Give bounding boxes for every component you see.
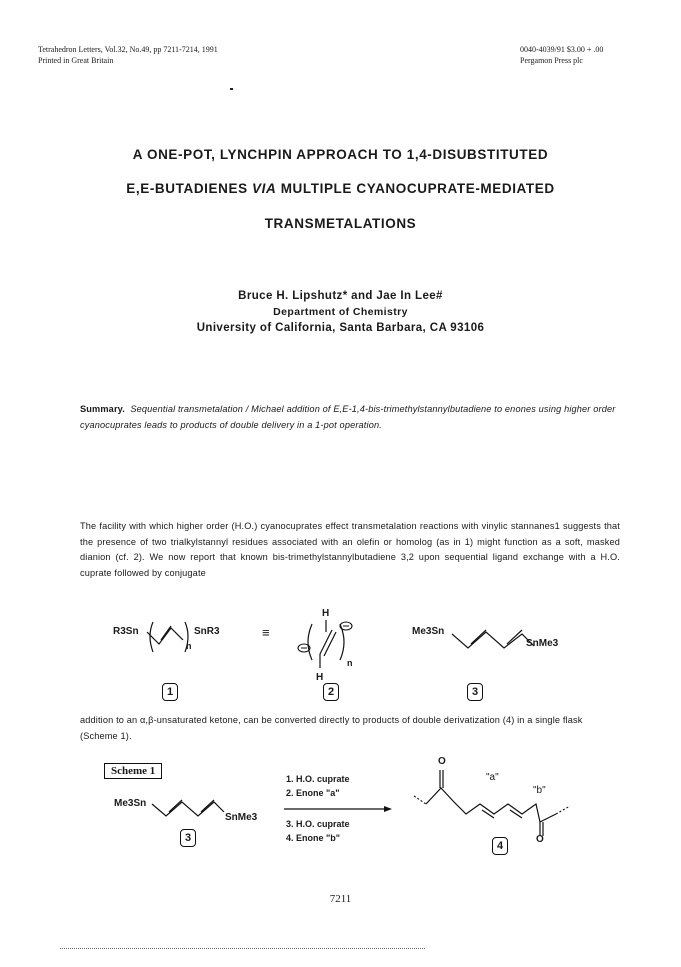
product-structure [400, 766, 580, 848]
publisher-line: Pergamon Press plc [520, 56, 583, 65]
s3-right-label: SnMe3 [526, 638, 559, 649]
scheme-step-1: 1. H.O. cuprate [286, 774, 350, 784]
journal-citation [38, 44, 218, 66]
scheme-step-2: 2. Enone "a" [286, 788, 340, 798]
compound-label-1: 1 [162, 683, 178, 701]
title-line-2 [0, 181, 681, 196]
s1-n: n [186, 641, 192, 651]
body-paragraph-2 [80, 713, 620, 744]
paragraph-1-text: The facility with which higher order (H.O.) cyanocuprates effect transmetalation reactions with vinylic stannanes1 suggests that the presence of two trialkylstannyl residues associated with an olefin or homolog (as in 1) might function as a soft, masked dianion (cf. 2). We now report that known bis-trimethylstannylbutadiene 3,2 upon sequential ligand exchange with a H.O. cuprate followed by conjugate [80, 521, 620, 578]
product-label: 4 [492, 837, 508, 855]
scheme-reactant-structure [150, 790, 230, 824]
scheme-step-3: 3. H.O. cuprate [286, 819, 350, 829]
s1-bond-structure [145, 618, 205, 658]
s1-left-label: R3Sn [113, 626, 139, 637]
summary-text: Sequential transmetalation / Michael addition of E,E-1,4-bis-trimethylstannylbutadiene to enones using higher order cyanocuprates leads to products of double delivery in a 1-pot operation. [80, 404, 616, 430]
s2-dianion-structure [292, 618, 372, 674]
title-line-2-prefix: E,E-BUTADIENES [126, 181, 253, 196]
s2-n: n [347, 658, 353, 668]
s1-right-label: SnR3 [194, 626, 220, 637]
s2-h-top: H [322, 608, 330, 619]
scheme-reactant-right: SnMe3 [225, 812, 258, 823]
journal-line: Tetrahedron Letters, Vol.32, No.49, pp 7211-7214, 1991 [38, 45, 218, 54]
title-line-2-suffix: MULTIPLE CYANOCUPRATE-MEDIATED [276, 181, 555, 196]
scheme-reactant-label: 3 [180, 829, 196, 847]
page-number: 7211 [329, 893, 352, 905]
s3-left-label: Me3Sn [412, 626, 445, 637]
title-line-1: A ONE-POT, LYNCHPIN APPROACH TO 1,4-DISUBSTITUTED [132, 147, 549, 162]
title-line-3: TRANSMETALATIONS [264, 216, 417, 231]
product-o-top: O [438, 756, 446, 767]
body-paragraph-1 [80, 519, 620, 581]
product-o-bottom: O [536, 834, 544, 845]
scheme-reactant-left: Me3Sn [114, 798, 147, 809]
paragraph-2-text: addition to an α,β-unsaturated ketone, can be converted directly to products of double derivatization (4) in a single flask (Scheme 1). [80, 715, 583, 741]
title-via: VIA [252, 181, 277, 196]
printed-line: Printed in Great Britain [38, 56, 114, 65]
affiliation: University of California, Santa Barbara, CA 93106 [196, 322, 485, 334]
compound-label-3: 3 [467, 683, 483, 701]
speck-mark [230, 88, 233, 90]
product-label-b: "b" [533, 785, 546, 796]
bottom-rule [60, 948, 425, 949]
author-names: Bruce H. Lipshutz* and Jae In Lee# [238, 290, 443, 302]
compound-label-2: 2 [323, 683, 339, 701]
summary [80, 402, 620, 433]
equals-sign: ≡ [262, 625, 270, 640]
s2-h-bottom: H [316, 672, 324, 683]
summary-label: Summary. [80, 404, 125, 414]
scheme-step-4: 4. Enone "b" [286, 833, 341, 843]
scheme-title: Scheme 1 [104, 763, 162, 779]
publisher-info [520, 44, 603, 66]
product-label-a: "a" [486, 772, 499, 783]
code-line: 0040-4039/91 $3.00 + .00 [520, 45, 604, 54]
department: Department of Chemistry [273, 306, 408, 318]
scheme-reaction-arrow [284, 804, 394, 814]
